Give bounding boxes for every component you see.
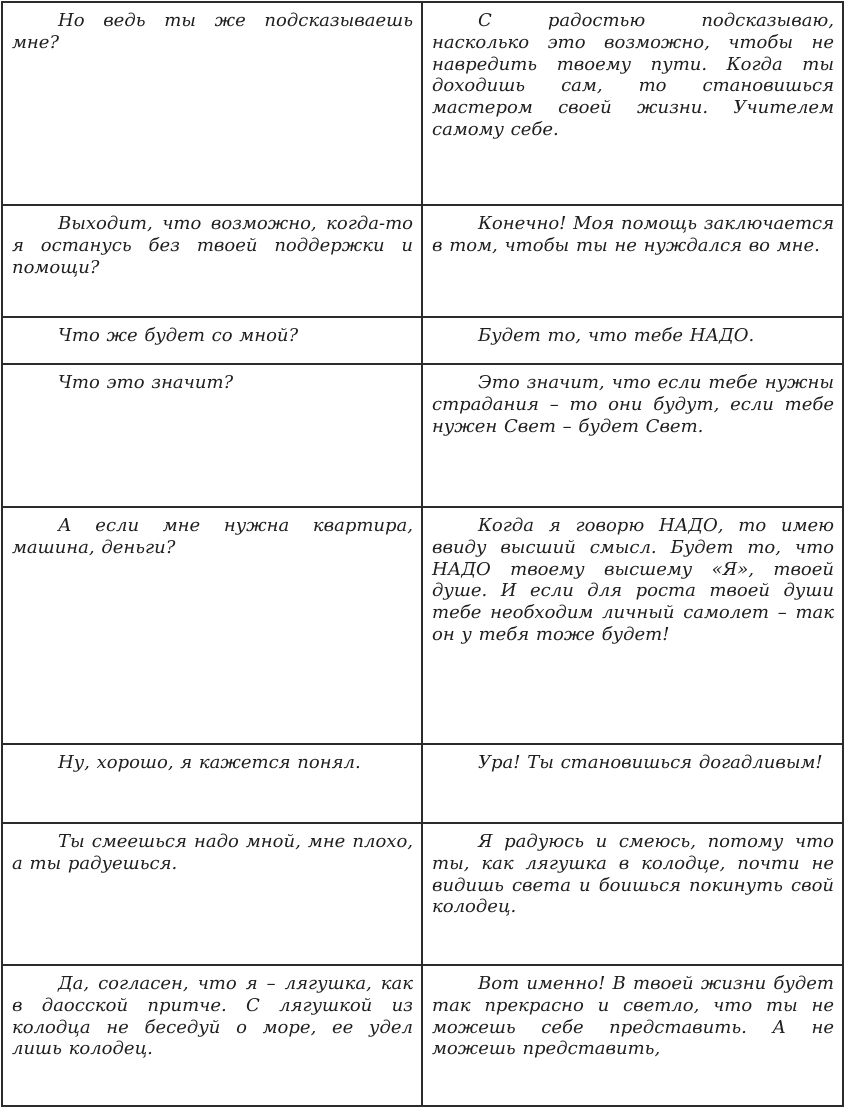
question-cell (2, 744, 422, 823)
question-text: А если мне нужна квартира, машина, деньги? (12, 515, 413, 558)
answer-cell (422, 507, 843, 744)
dialogue-table (1, 1, 844, 1107)
answer-cell (422, 205, 843, 317)
answer-text: Это значит, что если тебе нужны страдания – то они будут, если тебе нужен Свет – будет Свет. (432, 372, 834, 437)
question-text: Выходит, что возможно, когда-то я останусь без твоей поддержки и помощи? (12, 213, 413, 278)
question-text: Да, согласен, что я – лягушка, как в даосской притче. С лягушкой из колодца не беседуй о море, ее удел лишь колодец. (12, 973, 413, 1060)
question-cell (2, 317, 422, 364)
question-text: Что это значит? (58, 372, 234, 393)
answer-text: Будет то, что тебе НАДО. (478, 325, 755, 346)
question-text: Ты смеешься надо мной, мне плохо, а ты радуешься. (12, 831, 413, 874)
question-text: Ну, хорошо, я кажется понял. (58, 752, 361, 773)
table-row (2, 965, 843, 1106)
answer-cell (422, 744, 843, 823)
answer-cell (422, 823, 843, 965)
table-row (2, 205, 843, 317)
question-cell (2, 965, 422, 1106)
answer-cell (422, 2, 843, 205)
question-cell (2, 2, 422, 205)
answer-text: Вот именно! В твоей жизни будет так прекрасно и светло, что ты не можешь себе представить. А не можешь представить, (432, 973, 834, 1060)
question-cell (2, 364, 422, 507)
question-text: Что же будет со мной? (58, 325, 299, 346)
question-cell (2, 823, 422, 965)
table-row (2, 744, 843, 823)
answer-text: Конечно! Моя помощь заключается в том, чтобы ты не нуждался во мне. (432, 213, 835, 256)
table-row (2, 507, 843, 744)
answer-text: Когда я говорю НАДО, то имею ввиду высший смысл. Будет то, что НАДО твоему высшему «Я», твоей душе. И если для роста твоей души тебе необходим личный самолет – так он у тебя тоже будет! (432, 515, 834, 645)
table-row (2, 364, 843, 507)
answer-cell (422, 317, 843, 364)
answer-text: Ура! Ты становишься догадливым! (478, 752, 823, 773)
answer-text: Я радуюсь и смеюсь, потому что ты, как лягушка в колодце, почти не видишь света и боишься покинуть свой колодец. (432, 831, 834, 918)
question-cell (2, 507, 422, 744)
answer-cell (422, 965, 843, 1106)
answer-text: С радостью подсказываю, насколько это возможно, чтобы не навредить твоему пути. Когда ты доходишь сам, то становишься мастером своей жизни. Учителем самому себе. (432, 10, 834, 140)
table-row (2, 823, 843, 965)
table-row (2, 317, 843, 364)
answer-cell (422, 364, 843, 507)
question-text: Но ведь ты же подсказываешь мне? (12, 10, 413, 53)
question-cell (2, 205, 422, 317)
table-row (2, 2, 843, 205)
